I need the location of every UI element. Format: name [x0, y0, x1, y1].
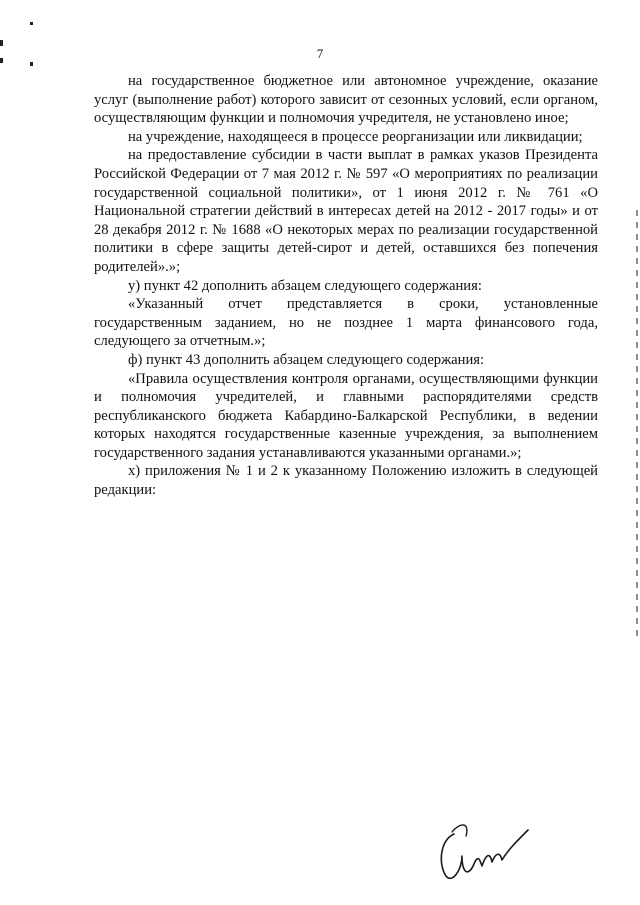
- scan-artifact-mark: [30, 62, 33, 66]
- handwritten-signature: [432, 812, 542, 892]
- paragraph: «Указанный отчет представляется в сроки, установленные государственным заданием, но не позднее 1 марта финансового года, следующего за отчетным.»;: [94, 296, 598, 350]
- paragraph: на учреждение, находящееся в процессе реорганизации или ликвидации;: [128, 128, 583, 145]
- scan-edge-line: [636, 210, 638, 640]
- paragraph: ф) пункт 43 дополнить абзацем следующего содержания:: [128, 351, 485, 368]
- paragraph: у) пункт 42 дополнить абзацем следующего содержания:: [128, 277, 482, 294]
- paragraph: х) приложения № 1 и 2 к указанному Положению изложить в следующей редакции:: [94, 463, 598, 499]
- paragraph: на предоставление субсидии в части выплат в рамках указов Президента Российской Федерации от 7 мая 2012 г. № 597 «О мероприятиях по реализации государственной социальной политики», от 1 июня 2012 г. № 761 «О Национальной стратегии действий в интересах детей на 2012 - 2017 годы» и от 28 декабря 2012 г. № 1688 «О некоторых мерах по реализации государственной политики в сфере защиты детей-сирот и детей, оставшихся без попечения родителей».»;: [94, 147, 598, 275]
- paragraph: на государственное бюджетное или автономное учреждение, оказание услуг (выполнение работ) которого зависит от сезонных условий, если органом, осуществляющим функции и полномочия учредителя, не установлено иное;: [94, 73, 598, 127]
- paragraph: «Правила осуществления контроля органами, осуществляющими функции и полномочия учредителей, и главными распорядителями средств республиканского бюджета Кабардино-Балкарской Республики, в ведении которых находятся государственные казенные учреждения, за выполнением государственного задания устанавливаются указанными органами.»;: [94, 370, 598, 461]
- scan-artifact-mark: [30, 22, 33, 25]
- page-number: 7: [316, 46, 324, 61]
- document-body: [94, 72, 598, 500]
